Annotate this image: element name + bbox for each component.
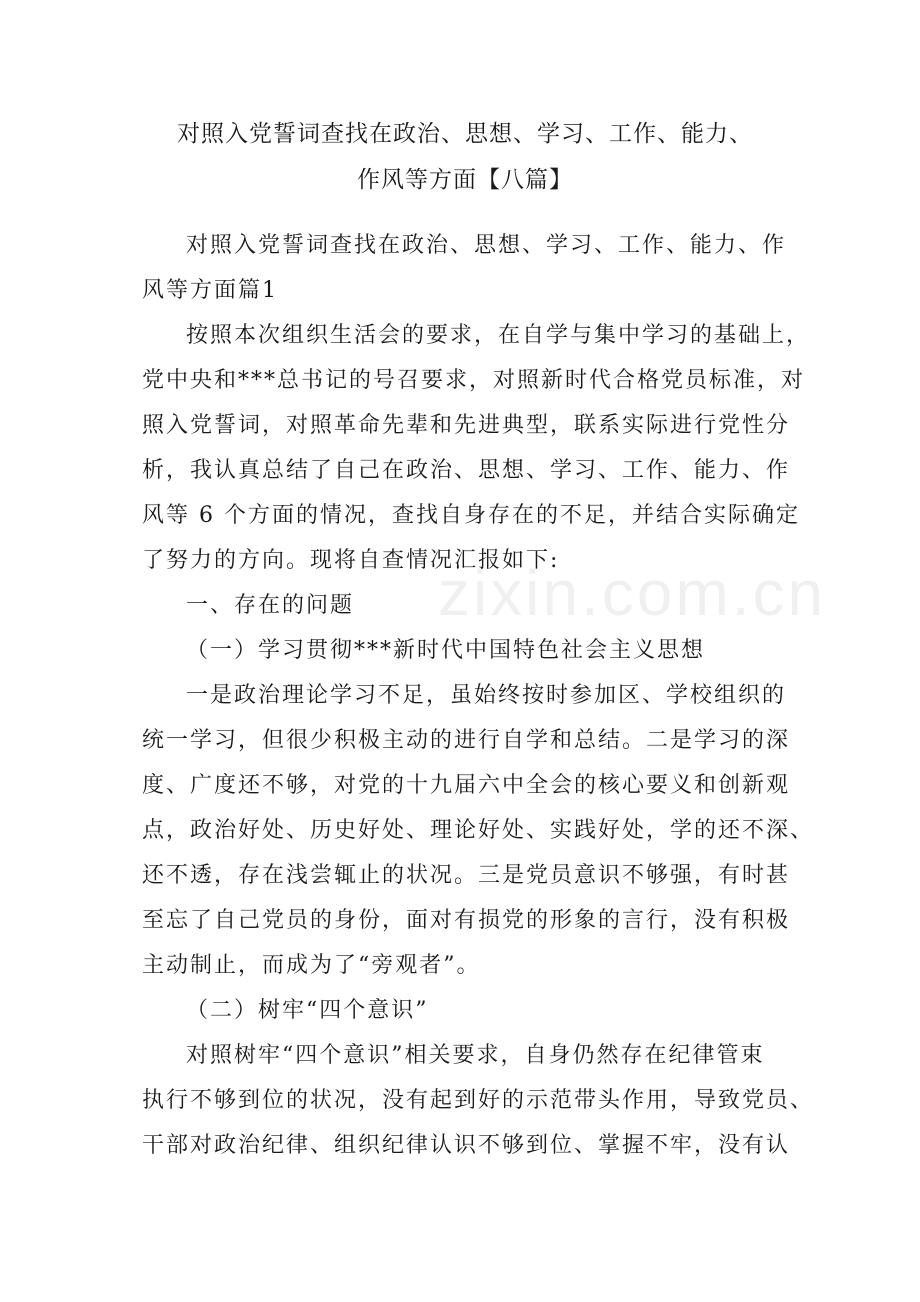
subsection-1-line: 一是政治理论学习不足，虽始终按时参加区、学校组织的 — [186, 683, 787, 708]
intro-line: 析，我认真总结了自己在政治、思想、学习、工作、能力、作 — [142, 458, 791, 483]
subsection-heading-1: （一）学习贯彻***新时代中国特色社会主义思想 — [186, 638, 706, 663]
subsection-1-line: 度、广度还不够，对党的十九届六中全会的核心要义和创新观 — [142, 773, 791, 798]
subsection-1-line: 还不透，存在浅尝辄止的状况。三是党员意识不够强，有时甚 — [142, 863, 791, 888]
subsection-1-line: 点，政治好处、历史好处、理论好处、实践好处，学的还不深、 — [142, 818, 815, 843]
intro-line: 党中央和***总书记的号召要求，对照新时代合格党员标准，对 — [142, 368, 806, 393]
subsection-2-line: 干部对政治纪律、组织纪律认识不够到位、掌握不牢，没有认 — [142, 1133, 791, 1158]
subsection-1-line: 至忘了自己党员的身份，面对有损党的形象的言行，没有积极 — [142, 908, 791, 933]
subtitle-line-2: 风等方面篇1 — [142, 278, 278, 303]
subsection-1-line: 统一学习，但很少积极主动的进行自学和总结。二是学习的深 — [142, 728, 791, 753]
watermark: zixin.com.cn — [438, 557, 827, 629]
subsection-2-line: 执行不够到位的状况，没有起到好的示范带头作用，导致党员、 — [142, 1088, 815, 1113]
subsection-2-line: 对照树牢“四个意识”相关要求，自身仍然存在纪律管束 — [186, 1043, 765, 1068]
section-heading: 一、存在的问题 — [186, 593, 355, 618]
intro-line: 了努力的方向。现将自查情况汇报如下: — [142, 548, 560, 573]
subsection-1-line: 主动制止，而成为了“旁观者”。 — [142, 953, 481, 978]
document-title-line-1: 对照入党誓词查找在政治、思想、学习、工作、能力、 — [177, 121, 753, 147]
subsection-heading-2: （二）树牢“四个意识” — [186, 998, 429, 1023]
document-title-line-2: 作风等方面【八篇】 — [357, 167, 573, 193]
intro-line: 风等 6 个方面的情况，查找自身存在的不足，并结合实际确定 — [142, 503, 800, 528]
intro-line: 按照本次组织生活会的要求，在自学与集中学习的基础上， — [186, 323, 811, 348]
intro-line: 照入党誓词，对照革命先辈和先进典型，联系实际进行党性分 — [142, 413, 791, 438]
subtitle-line-1: 对照入党誓词查找在政治、思想、学习、工作、能力、作 — [186, 233, 787, 258]
